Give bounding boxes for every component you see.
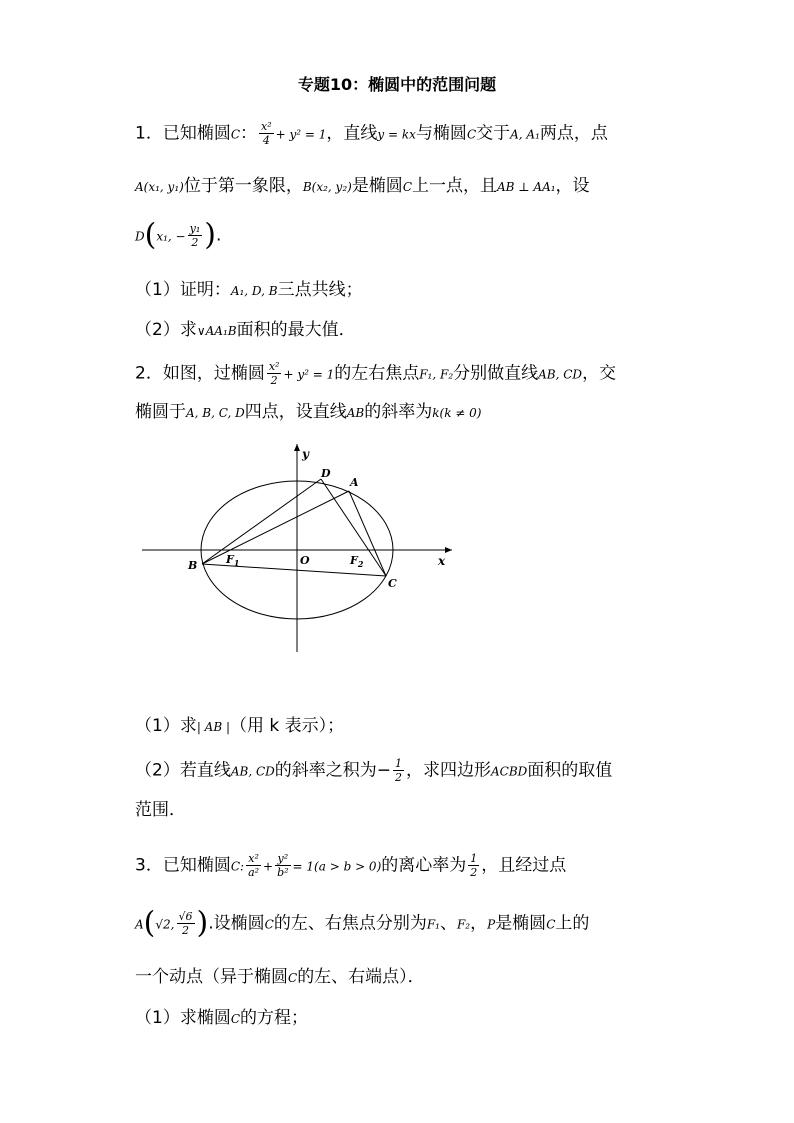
q2-part-2: [135, 757, 612, 784]
q3-frac-x2-a2: [246, 852, 261, 879]
q3-number: 3．: [135, 855, 163, 876]
q2-foci: F₁, F₂: [419, 367, 454, 382]
label-F2: [349, 554, 364, 569]
q2-line-2: [135, 400, 481, 425]
q3-line-2: [135, 905, 590, 941]
q1-text: 已知椭圆: [162, 123, 231, 144]
q2-p2-tail2: 范围．: [135, 800, 186, 820]
q3-line-1: [135, 852, 566, 879]
q2-p2-frac: [393, 757, 404, 784]
q3-part-1: [135, 1006, 308, 1031]
segment-BA: [202, 491, 349, 564]
q1-text: 是椭圆: [351, 176, 403, 196]
q1-points: A, A₁: [510, 127, 540, 142]
q3-text: 上的: [555, 913, 590, 934]
q3-e-frac: [468, 852, 479, 879]
q2-text: 分别做直线: [453, 363, 539, 384]
q2-text: 的左右焦点: [334, 363, 420, 384]
label-x: x: [438, 554, 446, 568]
q3-text: ，且经过点: [481, 855, 567, 876]
q2-p2-mid2: ，求四边形: [406, 760, 491, 781]
frac-num: x²: [261, 120, 272, 133]
q1-line-1: [135, 120, 608, 147]
q2-number: 2．: [135, 363, 163, 384]
q1-p2-triangle: ∨AA₁B: [196, 324, 237, 338]
frac-num: 1: [470, 852, 478, 865]
label-A: A: [350, 476, 359, 489]
q2-line-1: [135, 360, 616, 387]
q3-math-C: C: [230, 859, 241, 874]
paren: (: [143, 905, 156, 941]
paren: ): [204, 217, 216, 253]
frac-den: a²: [248, 866, 260, 879]
q1-math-C: C: [402, 180, 412, 194]
frac-den: 2: [270, 374, 278, 387]
q2-text: 的斜率为: [364, 402, 433, 422]
q1-text: 上一点，且: [412, 176, 497, 196]
q2-p2-lines: AB, CD: [230, 764, 275, 779]
q2-p2-tail: 面积的取值: [527, 760, 613, 781]
q3-text: 的离心率为: [381, 855, 467, 876]
frac-num: y²: [275, 852, 290, 866]
q3-text: ，: [470, 913, 488, 934]
q1-math-C: C: [466, 127, 477, 142]
q1-p1-points: A₁, D, B: [230, 284, 278, 298]
frac-den: 4: [262, 134, 270, 147]
q1-math-C: C: [230, 127, 241, 142]
q3-point-A: A: [135, 917, 144, 932]
q2-text: 椭圆于: [135, 402, 186, 422]
q2-lines: AB, CD: [538, 367, 583, 382]
q1-perp: AB ⊥ AA₁: [497, 180, 556, 194]
q1-line-3: [135, 217, 222, 253]
q2-part-1: [135, 714, 344, 739]
q1-text: 交于: [476, 123, 511, 144]
label-F1: [225, 553, 239, 568]
q2-text: 四点，设直线: [244, 402, 347, 422]
q3-colon: :: [240, 859, 245, 874]
q1-point-D: D: [135, 229, 145, 244]
q2-p1-abs: | AB |: [196, 720, 231, 734]
frac-den: 2: [470, 866, 478, 879]
label-F2-main: F: [350, 554, 358, 567]
q1-p1-tail: 三点共线；: [277, 280, 363, 300]
q2-eq-rest: + y² = 1: [283, 367, 335, 382]
q3-frac-y2-b2: [275, 852, 290, 879]
label-C: C: [388, 577, 397, 590]
label-B: B: [188, 559, 198, 572]
q3-text: 是椭圆: [495, 913, 547, 934]
q2-p1-tail: （用 k 表示）；: [230, 716, 345, 736]
q1-part-1: [135, 278, 363, 303]
q1-p1-label: （1）证明：: [135, 280, 231, 300]
q2-points: A, B, C, D: [186, 406, 245, 420]
frac-num: √6: [178, 910, 193, 923]
label-F1-main: F: [226, 553, 234, 566]
frac-den: 2: [182, 924, 189, 937]
q1-p2-label: （2）求: [135, 320, 197, 340]
q2-p2-quad: ACBD: [491, 764, 528, 779]
q1-text: ，设: [555, 176, 590, 196]
label-F1-sub: 1: [233, 558, 240, 568]
ellipse-figure: [140, 440, 460, 660]
q2-text: ，交: [582, 363, 617, 384]
q1-text: 与椭圆: [415, 123, 467, 144]
q1-text: .: [215, 225, 222, 246]
q1-eq-rest: + y² = 1: [275, 127, 327, 142]
q2-ab: AB: [346, 406, 365, 420]
paren: (: [144, 217, 157, 253]
q1-text: 直线: [343, 123, 378, 144]
frac-num: x²: [246, 852, 261, 866]
q1-D-x: x₁, −: [156, 229, 186, 244]
q3-text: 一个动点（异于椭圆: [135, 967, 288, 987]
q3-p1-label: （1）求椭圆: [135, 1008, 231, 1028]
q1-part-2: [135, 318, 356, 343]
segment-BD: [202, 479, 321, 564]
q1-text: ，: [326, 123, 344, 144]
q3-text: 已知椭圆: [162, 855, 231, 876]
q3-line-3: [135, 965, 425, 990]
q3-math-C: C: [230, 1012, 241, 1026]
q1-frac-x2-4: [259, 120, 274, 147]
q2-p2-mid: 的斜率之积为−: [274, 760, 391, 781]
q1-text: ：: [240, 123, 258, 144]
q3-math-C: C: [546, 917, 556, 932]
q1-number: 1．: [135, 123, 163, 144]
q3-text: 的左、右端点）．: [297, 967, 425, 987]
q3-text: 的左、右焦点分别为: [273, 913, 427, 934]
frac-num: 1: [395, 757, 402, 770]
frac-num: y₁: [189, 222, 201, 235]
q1-line-2: [135, 174, 590, 199]
frac-den: 2: [191, 236, 199, 249]
frac-den: b²: [277, 866, 289, 879]
q2-frac-x2-2: [267, 360, 282, 387]
q3-P: P: [487, 917, 496, 932]
q1-D-frac: [188, 222, 203, 249]
q2-text: 如图，过椭圆: [162, 363, 265, 384]
q3-F1: F₁: [426, 917, 440, 932]
q1-line-eq: y = kx: [377, 127, 416, 142]
label-y: y: [302, 447, 309, 461]
q3-F2: F₂: [456, 917, 471, 932]
q2-p1-label: （1）求: [135, 716, 197, 736]
q1-p2-tail: 面积的最大值．: [236, 320, 356, 340]
q3-p1-tail: 的方程；: [240, 1008, 309, 1028]
q3-text: 、: [439, 913, 457, 934]
frac-den: 2: [395, 771, 402, 784]
q3-math-C: C: [264, 917, 274, 932]
q2-part-2-cont: [135, 798, 186, 822]
q1-text: 位于第一象限，: [183, 176, 303, 196]
q3-A-frac: [177, 910, 195, 937]
q2-p2-label: （2）若直线: [135, 760, 231, 781]
q3-eq-rest: = 1(a > b > 0): [292, 859, 382, 874]
q1-point-B: B(x₂, y₂): [302, 180, 352, 194]
label-D: D: [321, 467, 331, 480]
label-F2-sub: 2: [357, 559, 364, 569]
q3-A-x: √2,: [155, 917, 175, 932]
q3-math-C: C: [288, 971, 298, 985]
q3-plus: +: [263, 859, 274, 874]
q2-slope: k(k ≠ 0): [432, 406, 482, 420]
paren: ): [196, 905, 209, 941]
label-O: O: [300, 554, 310, 567]
page-title: 专题10：椭圆中的范围问题: [297, 75, 497, 94]
q1-text: 两点，点: [539, 123, 608, 144]
frac-num: x²: [268, 360, 280, 373]
q1-point-A: A(x₁, y₁): [135, 180, 184, 194]
q3-text: .设椭圆: [208, 913, 265, 934]
